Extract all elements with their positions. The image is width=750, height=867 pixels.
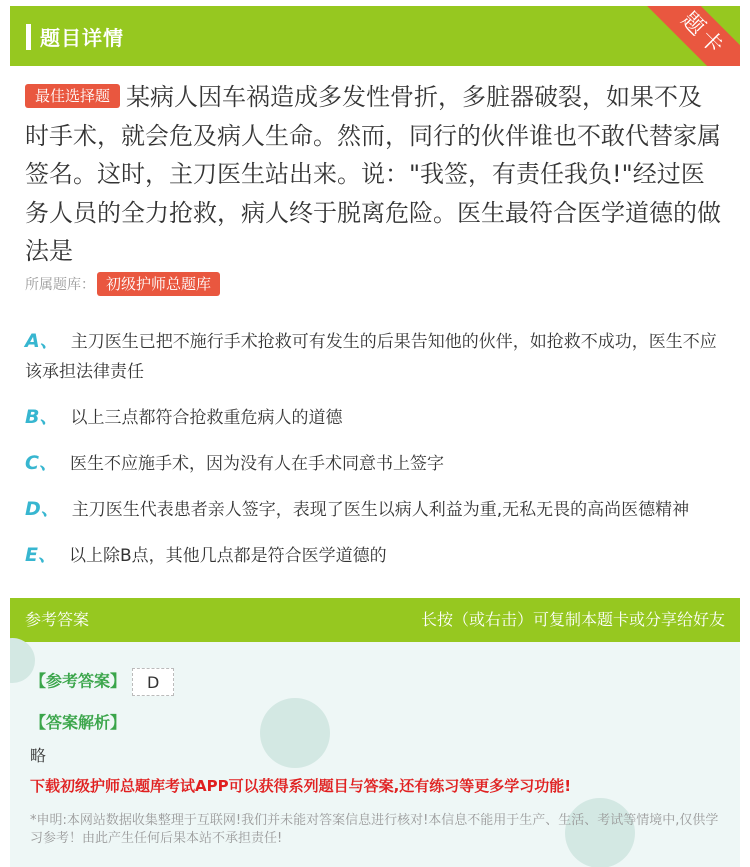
- app-promo-link[interactable]: 下载初级护师总题库考试APP可以获得系列题目与答案,还有练习等更多学习功能!: [30, 777, 572, 795]
- share-hint: 长按（或右击）可复制本题卡或分享给好友: [420, 610, 725, 629]
- question-bank-link[interactable]: 初级护师总题库: [97, 272, 220, 296]
- option-a[interactable]: [25, 326, 725, 387]
- option-list: [25, 326, 725, 586]
- reference-answer-value: D: [132, 668, 174, 696]
- option-text: 以上除B点，其他几点都是符合医学道德的: [68, 546, 387, 566]
- question-text: 某病人因车祸造成多发性骨折，多脏器破裂，如果不及时手术，就会危及病人生命。然而，同行的伙伴谁也不敢代替家属签名。这时，主刀医生站出来。说："我签，有责任我负!"经过医务人员的全力抢救，病人终于脱离危险。医生最符合医学道德的做法是: [25, 83, 721, 265]
- card-ribbon: 题卡: [637, 6, 740, 66]
- option-b[interactable]: [25, 402, 725, 433]
- option-c[interactable]: [25, 448, 725, 479]
- option-text: 医生不应施手术，因为没有人在手术同意书上签字: [69, 454, 444, 474]
- option-e[interactable]: [25, 540, 725, 571]
- option-d[interactable]: [25, 494, 725, 525]
- header-accent-bar: [26, 24, 31, 50]
- source-label: 所属题库：: [25, 277, 95, 293]
- disclaimer-text: *申明:本网站数据收集整理于互联网!我们并未能对答案信息进行核对!本信息不能用于生产、生活、考试等情境中,仅供学习参考！由此产生任何后果本站不承担责任!: [30, 813, 719, 846]
- reference-answer-row: [30, 668, 174, 696]
- option-letter: C、: [25, 452, 58, 474]
- answer-panel: [10, 598, 740, 867]
- question-stem: [25, 78, 725, 271]
- page-title: 题目详情: [40, 26, 124, 50]
- reference-answer-label: 【参考答案】: [30, 671, 127, 691]
- option-text: 以上三点都符合抢救重危病人的道德: [70, 408, 343, 428]
- watermark-logo-icon: [260, 698, 330, 768]
- option-letter: B、: [25, 406, 59, 428]
- option-text: 主刀医生已把不施行手术抢救可有发生的后果告知他的伙伴，如抢救不成功，医生不应该承担法律责任: [25, 332, 717, 382]
- answer-header-title: 参考答案: [25, 610, 90, 629]
- option-letter: D、: [25, 498, 60, 520]
- answer-header: [10, 598, 740, 642]
- question-source: [25, 272, 220, 297]
- option-letter: E、: [25, 544, 57, 566]
- analysis-text: 略: [30, 746, 47, 765]
- question-type-badge: 最佳选择题: [25, 84, 120, 108]
- option-text: 主刀医生代表患者亲人签字，表现了医生以病人利益为重,无私无畏的高尚医德精神: [71, 500, 690, 520]
- option-letter: A、: [25, 330, 59, 352]
- analysis-label: 【答案解析】: [30, 713, 127, 732]
- header-bar: [10, 6, 740, 66]
